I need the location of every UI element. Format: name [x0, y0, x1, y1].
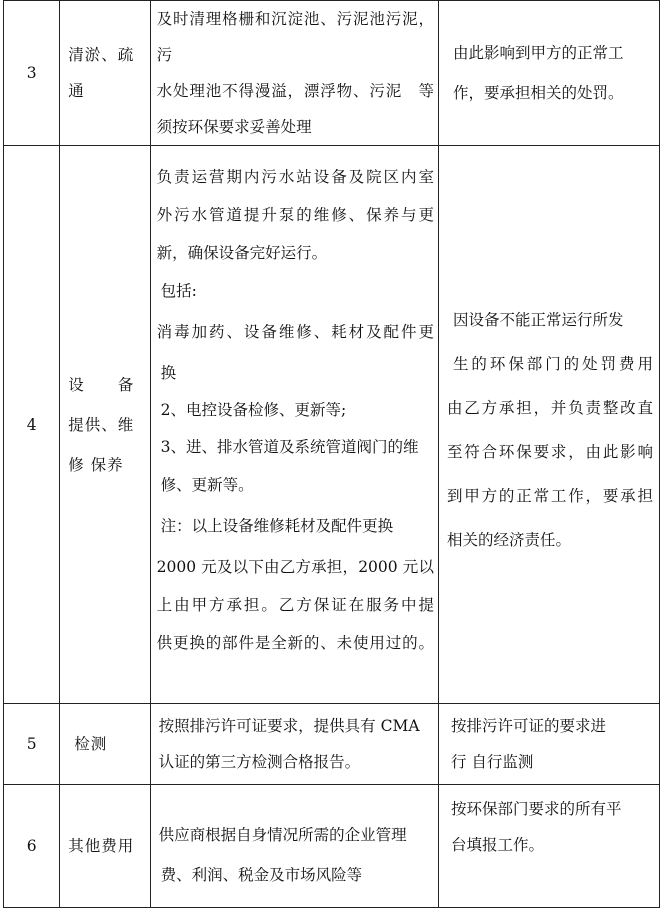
note-line: 由此影响到甲方的正常工	[452, 44, 624, 62]
content-line: 水处理池不得漫溢，漂浮物、污泥 等	[156, 82, 434, 100]
table-row	[4, 704, 660, 785]
content-line: 须按环保要求妥善处理	[156, 118, 312, 136]
note-line: 因设备不能正常运行所发	[452, 310, 624, 329]
table-row	[4, 146, 660, 704]
service-table	[3, 0, 660, 908]
note-line: 行 自行监测	[450, 753, 534, 771]
row-number: 3	[4, 1, 60, 146]
note-line: 台填报工作。	[450, 836, 544, 854]
note-cell	[438, 1, 659, 146]
content-line: 供应商根据自身情况所需的企业管理	[158, 826, 407, 844]
content-line: 认证的第三方检测合格报告。	[158, 753, 361, 771]
content-line: 及时清理格栅和沉淀池、污泥池污泥，污	[156, 10, 434, 64]
note-line: 按环保部门要求的所有平	[450, 800, 622, 818]
item-name: 设 备 提供、维 修 保养	[60, 146, 150, 704]
note-line: 相关的经济责任。	[446, 530, 571, 549]
content-cell	[150, 146, 438, 704]
content-line: 费、利润、税金及市场风险等	[160, 866, 363, 884]
content-line: 注：以上设备维修耗材及配件更换	[160, 517, 394, 535]
note-line: 至符合环保要求，由此影响	[446, 442, 653, 461]
content-line: 按照排污许可证要求，提供具有 CMA	[158, 717, 420, 735]
note-line: 按排污许可证的要求进	[450, 717, 606, 735]
note-cell	[438, 785, 659, 908]
note-cell	[438, 704, 659, 785]
content-line: 3、进、排水管道及系统管道阀门的维	[160, 438, 419, 456]
content-line: 供更换的部件是全新的、未使用过的。	[156, 634, 434, 652]
content-line: 2000 元及以下由乙方承担，2000 元以	[156, 558, 434, 576]
content-line: 上由甲方承担。乙方保证在服务中提	[156, 596, 434, 614]
note-line: 生的环保部门的处罚费用	[452, 354, 653, 373]
item-name: 检测	[60, 704, 150, 785]
content-line: 2、电控设备检修、更新等;	[160, 401, 347, 419]
content-cell	[150, 1, 438, 146]
table-row	[4, 785, 660, 908]
note-line: 由乙方承担，并负责整改直	[446, 398, 653, 417]
content-cell	[150, 785, 438, 908]
item-name: 清淤、疏通	[60, 1, 150, 146]
row-number: 5	[4, 704, 60, 785]
note-line: 作，要承担相关的处罚。	[452, 84, 624, 102]
content-line: 消毒加药、设备维修、耗材及配件更	[156, 323, 434, 341]
note-cell	[438, 146, 659, 704]
note-line: 到甲方的正常工作，要承担	[446, 486, 653, 505]
content-line: 外污水管道提升泵的维修、保养与更	[156, 206, 434, 224]
content-line: 包括:	[160, 282, 197, 300]
content-line: 换	[160, 364, 177, 382]
content-line: 修、更新等。	[160, 476, 254, 494]
row-number: 4	[4, 146, 60, 704]
table-row	[4, 1, 660, 146]
row-number: 6	[4, 785, 60, 908]
content-cell	[150, 704, 438, 785]
content-line: 负责运营期内污水站设备及院区内室	[156, 168, 434, 186]
item-name: 其他费用	[60, 785, 150, 908]
content-line: 新，确保设备完好运行。	[156, 244, 328, 262]
